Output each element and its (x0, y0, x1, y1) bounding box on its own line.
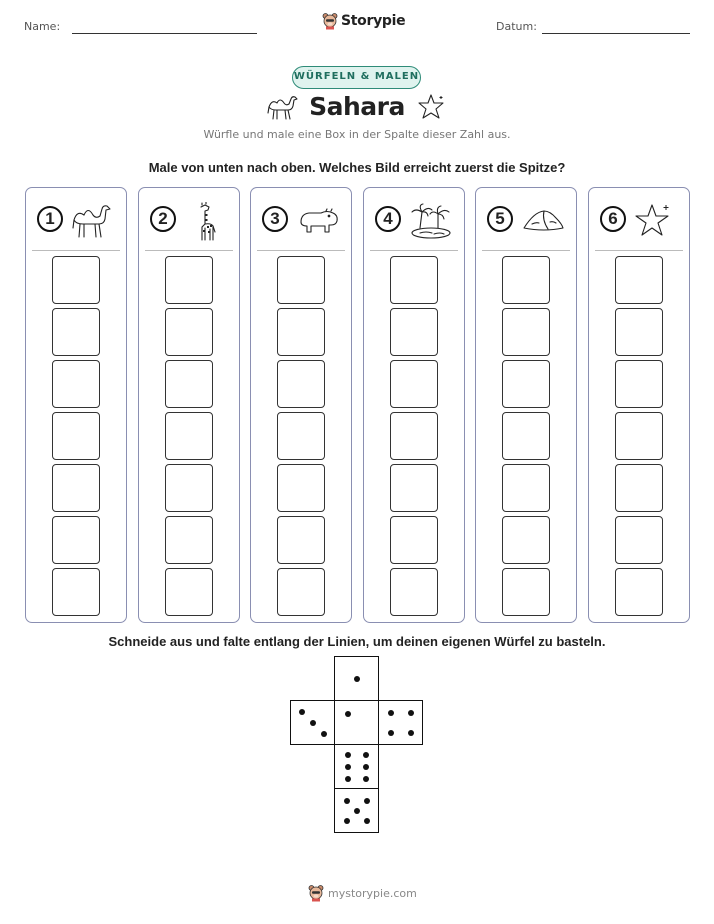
color-box[interactable] (165, 256, 213, 304)
color-box[interactable] (52, 412, 100, 460)
color-box[interactable] (52, 568, 100, 616)
dice-face-top (334, 656, 379, 701)
color-box[interactable] (277, 360, 325, 408)
color-box[interactable] (52, 360, 100, 408)
brand-name: Storypie (341, 13, 406, 29)
color-box[interactable] (615, 464, 663, 512)
dice-pip (321, 731, 327, 737)
dice-pip (345, 711, 351, 717)
column-divider (370, 250, 458, 251)
column-divider (482, 250, 570, 251)
hippo-icon (295, 202, 341, 240)
color-box[interactable] (502, 256, 550, 304)
bear-logo-icon (308, 884, 324, 902)
color-box[interactable] (277, 308, 325, 356)
title-row (0, 90, 714, 126)
dice-pip (354, 808, 360, 814)
dice-instruction: Schneide aus und falte entlang der Linien, um deinen eigenen Würfel zu basteln. (108, 634, 606, 649)
column-1 (25, 187, 127, 623)
color-box[interactable] (52, 464, 100, 512)
column-5 (475, 187, 577, 623)
color-box[interactable] (615, 360, 663, 408)
color-box[interactable] (52, 516, 100, 564)
footer (308, 884, 417, 902)
subtitle: Würfle und male eine Box in der Spalte dieser Zahl aus. (203, 128, 511, 141)
color-box[interactable] (615, 516, 663, 564)
color-box[interactable] (165, 360, 213, 408)
column-6 (588, 187, 690, 623)
color-box[interactable] (277, 516, 325, 564)
dice-pip (299, 709, 305, 715)
column-header (589, 188, 689, 250)
star-icon (416, 93, 446, 121)
column-header (364, 188, 464, 250)
brand-logo (322, 12, 405, 30)
color-box[interactable] (390, 256, 438, 304)
color-box[interactable] (502, 464, 550, 512)
date-label: Datum: (496, 20, 537, 33)
footer-url[interactable]: mystorypie.com (328, 886, 417, 900)
dice-face-bottom (334, 788, 379, 833)
star-icon (633, 202, 673, 240)
color-box[interactable] (277, 412, 325, 460)
dice-face-center (334, 700, 379, 745)
column-3 (250, 187, 352, 623)
dice-pip (388, 710, 394, 716)
column-number: 5 (487, 206, 513, 232)
color-box[interactable] (502, 412, 550, 460)
bear-logo-icon (322, 12, 338, 30)
camel-icon (70, 202, 114, 240)
color-box[interactable] (615, 568, 663, 616)
column-header (476, 188, 576, 250)
column-divider (257, 250, 345, 251)
dice-pip (388, 730, 394, 736)
color-box[interactable] (502, 360, 550, 408)
name-line[interactable] (72, 33, 257, 34)
color-box[interactable] (165, 412, 213, 460)
dice-face-left (290, 700, 335, 745)
column-number: 1 (37, 206, 63, 232)
columns-instruction: Male von unten nach oben. Welches Bild erreicht zuerst die Spitze? (148, 160, 566, 175)
color-box[interactable] (615, 412, 663, 460)
color-box[interactable] (277, 464, 325, 512)
color-box[interactable] (390, 412, 438, 460)
dice-pip (344, 798, 350, 804)
color-box[interactable] (502, 308, 550, 356)
color-box[interactable] (615, 308, 663, 356)
dice-pip (344, 818, 350, 824)
dice-pip (345, 752, 351, 758)
color-box[interactable] (165, 308, 213, 356)
color-box[interactable] (502, 516, 550, 564)
color-box[interactable] (52, 256, 100, 304)
dice-face-below (334, 744, 379, 789)
column-divider (32, 250, 120, 251)
color-box[interactable] (390, 464, 438, 512)
color-box[interactable] (502, 568, 550, 616)
name-label: Name: (24, 20, 61, 33)
dice-pip (354, 676, 360, 682)
dice-pip (364, 798, 370, 804)
color-box[interactable] (615, 256, 663, 304)
dice-pip (345, 764, 351, 770)
column-header (26, 188, 126, 250)
oasis-icon (408, 202, 454, 242)
column-header (251, 188, 351, 250)
dice-pip (363, 752, 369, 758)
dice-pip (364, 818, 370, 824)
column-number: 3 (262, 206, 288, 232)
column-number: 6 (600, 206, 626, 232)
dice-pip (408, 730, 414, 736)
column-number: 4 (375, 206, 401, 232)
column-2 (138, 187, 240, 623)
dice-pip (363, 776, 369, 782)
sand-dune-icon (520, 202, 566, 240)
color-box[interactable] (277, 568, 325, 616)
color-box[interactable] (390, 568, 438, 616)
color-box[interactable] (165, 464, 213, 512)
column-number: 2 (150, 206, 176, 232)
dice-pip (363, 764, 369, 770)
dice-face-right (378, 700, 423, 745)
page-title: Sahara (309, 92, 405, 121)
color-box[interactable] (277, 256, 325, 304)
column-divider (595, 250, 683, 251)
dice-pip (408, 710, 414, 716)
giraffe-icon (183, 202, 227, 242)
color-box[interactable] (390, 308, 438, 356)
color-box[interactable] (390, 516, 438, 564)
column-divider (145, 250, 233, 251)
color-box[interactable] (52, 308, 100, 356)
date-line[interactable] (542, 33, 690, 34)
dice-pip (345, 776, 351, 782)
column-4 (363, 187, 465, 623)
color-box[interactable] (165, 516, 213, 564)
activity-badge: WÜRFELN & MALEN (292, 66, 421, 89)
column-header (139, 188, 239, 250)
color-box[interactable] (390, 360, 438, 408)
dice-pip (310, 720, 316, 726)
color-box[interactable] (165, 568, 213, 616)
